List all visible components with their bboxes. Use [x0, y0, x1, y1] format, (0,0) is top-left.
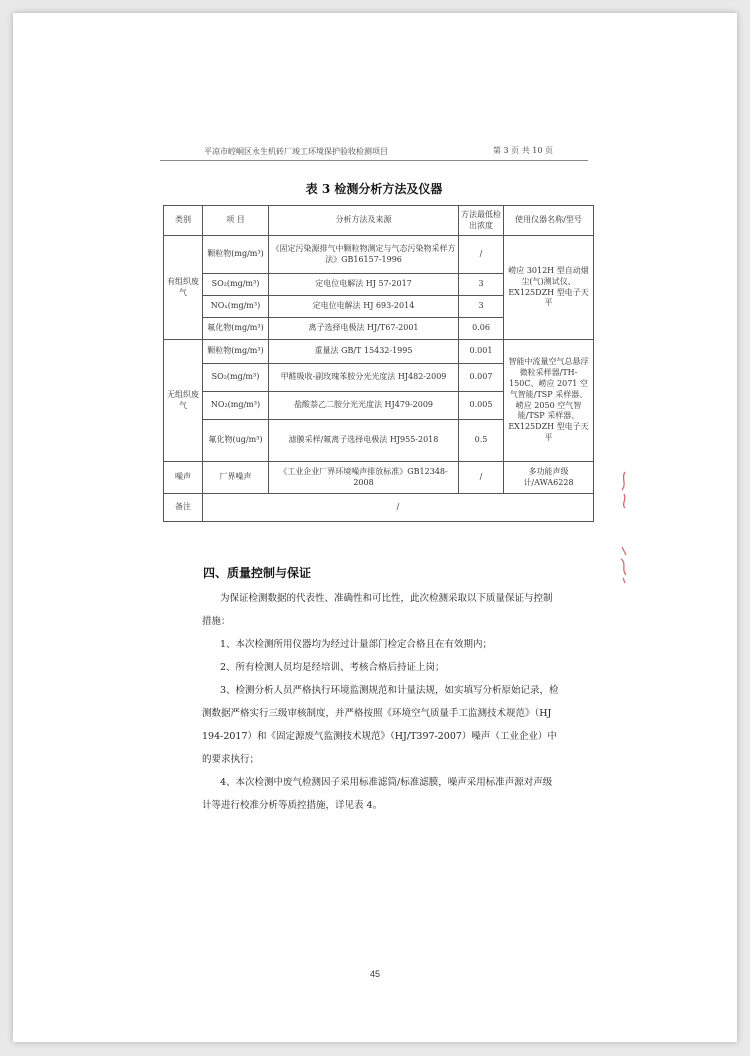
instrument-cell: 多功能声级计/AWA6228	[504, 462, 594, 494]
method-cell: 《工业企业厂界环境噪声排放标准》GB12348-2008	[269, 462, 459, 494]
limit-cell: 0.001	[459, 340, 504, 364]
header-page-indicator: 第 3 页 共 10 页	[493, 146, 553, 155]
qc-item: 3、检测分析人员严格执行环境监测规范和计量法规，如实填写分析原始记录，检测数据严格实行三级审核制度，并严格按照《环境空气质量手工监测技术规范》（HJ 194-2017）和《固定源废气监测技术规范》（HJ/T397-2007）噪声（工业企业）中的要求执行；	[202, 685, 559, 765]
category-cell: 无组织废气	[164, 340, 203, 462]
item-cell: 颗粒物(mg/m³)	[203, 236, 269, 274]
col-header: 方法最低检出浓度	[459, 206, 504, 236]
limit-cell: 0.005	[459, 392, 504, 420]
seal-fragment-icon	[619, 470, 629, 510]
col-header: 项 目	[203, 206, 269, 236]
header-divider	[160, 160, 588, 161]
method-cell: 离子选择电极法 HJ/T67-2001	[269, 318, 459, 340]
remark-label: 备注	[164, 494, 203, 522]
methods-table	[163, 205, 594, 522]
col-header: 使用仪器名称/型号	[504, 206, 594, 236]
table-row	[164, 236, 594, 274]
instrument-cell: 智能中流量空气总悬浮微粒采样器/TH-150C、崂应 2071 空气智能/TSP 采样器、崂应 2050 空气智能/TSP 采样器、EX125DZH 型电子天平	[504, 340, 594, 462]
col-header: 分析方法及来源	[269, 206, 459, 236]
table-row-remark	[164, 494, 594, 522]
item-cell: 氟化物(mg/m³)	[203, 318, 269, 340]
method-cell: 定电位电解法 HJ 693-2014	[269, 296, 459, 318]
item-cell: 颗粒物(mg/m³)	[203, 340, 269, 364]
qc-item: 4、本次检测中废气检测因子采用标准滤筒/标准滤膜，噪声采用标准声源对声级计等进行校准分析等质控措施，详见表 4。	[202, 777, 553, 811]
limit-cell: /	[459, 236, 504, 274]
section-heading: 四、质量控制与保证	[203, 566, 312, 580]
method-cell: 定电位电解法 HJ 57-2017	[269, 274, 459, 296]
method-cell: 滤膜采样/氟离子选择电极法 HJ955-2018	[269, 420, 459, 462]
item-cell: 氟化物(ug/m³)	[203, 420, 269, 462]
seal-stamp-fragment	[619, 545, 629, 589]
item-cell: NO₂(mg/m³)	[203, 392, 269, 420]
table-row	[164, 340, 594, 364]
item-cell: SO₂(mg/m³)	[203, 364, 269, 392]
page-number: 45	[369, 969, 380, 979]
category-cell: 噪声	[164, 462, 203, 494]
item-cell: 厂界噪声	[203, 462, 269, 494]
table-header-row	[164, 206, 594, 236]
qc-item: 2、所有检测人员均是经培训、考核合格后持证上岗；	[220, 662, 445, 673]
qc-item: 1、本次检测所用仪器均为经过计量部门检定合格且在有效期内；	[220, 639, 493, 650]
table-row	[164, 462, 594, 494]
section-intro: 为保证检测数据的代表性、准确性和可比性，此次检测采取以下质量保证与控制措施：	[202, 593, 553, 627]
limit-cell: /	[459, 462, 504, 494]
category-cell: 有组织废气	[164, 236, 203, 340]
table-title: 表 3 检测分析方法及仪器	[305, 182, 443, 196]
method-cell: 《固定污染源排气中颗粒物测定与气态污染物采样方法》GB16157-1996	[269, 236, 459, 274]
item-cell: NOₓ(mg/m³)	[203, 296, 269, 318]
seal-fragment-icon	[619, 545, 629, 585]
instrument-cell: 崂应 3012H 型自动烟尘(气)测试仪、EX125DZH 型电子天平	[504, 236, 594, 340]
seal-stamp-fragment	[619, 470, 629, 514]
limit-cell: 0.5	[459, 420, 504, 462]
item-cell: SO₂(mg/m³)	[203, 274, 269, 296]
limit-cell: 0.06	[459, 318, 504, 340]
limit-cell: 0.007	[459, 364, 504, 392]
limit-cell: 3	[459, 296, 504, 318]
col-header: 类别	[164, 206, 203, 236]
header-project-title: 平凉市崆峒区永生机砖厂竣工环境保护验收检测项目	[204, 147, 388, 156]
limit-cell: 3	[459, 274, 504, 296]
method-cell: 重量法 GB/T 15432-1995	[269, 340, 459, 364]
method-cell: 盐酸萘乙二胺分光光度法 HJ479-2009	[269, 392, 459, 420]
remark-value: /	[203, 494, 594, 522]
method-cell: 甲醛吸收-副玫瑰苯胺分光光度法 HJ482-2009	[269, 364, 459, 392]
